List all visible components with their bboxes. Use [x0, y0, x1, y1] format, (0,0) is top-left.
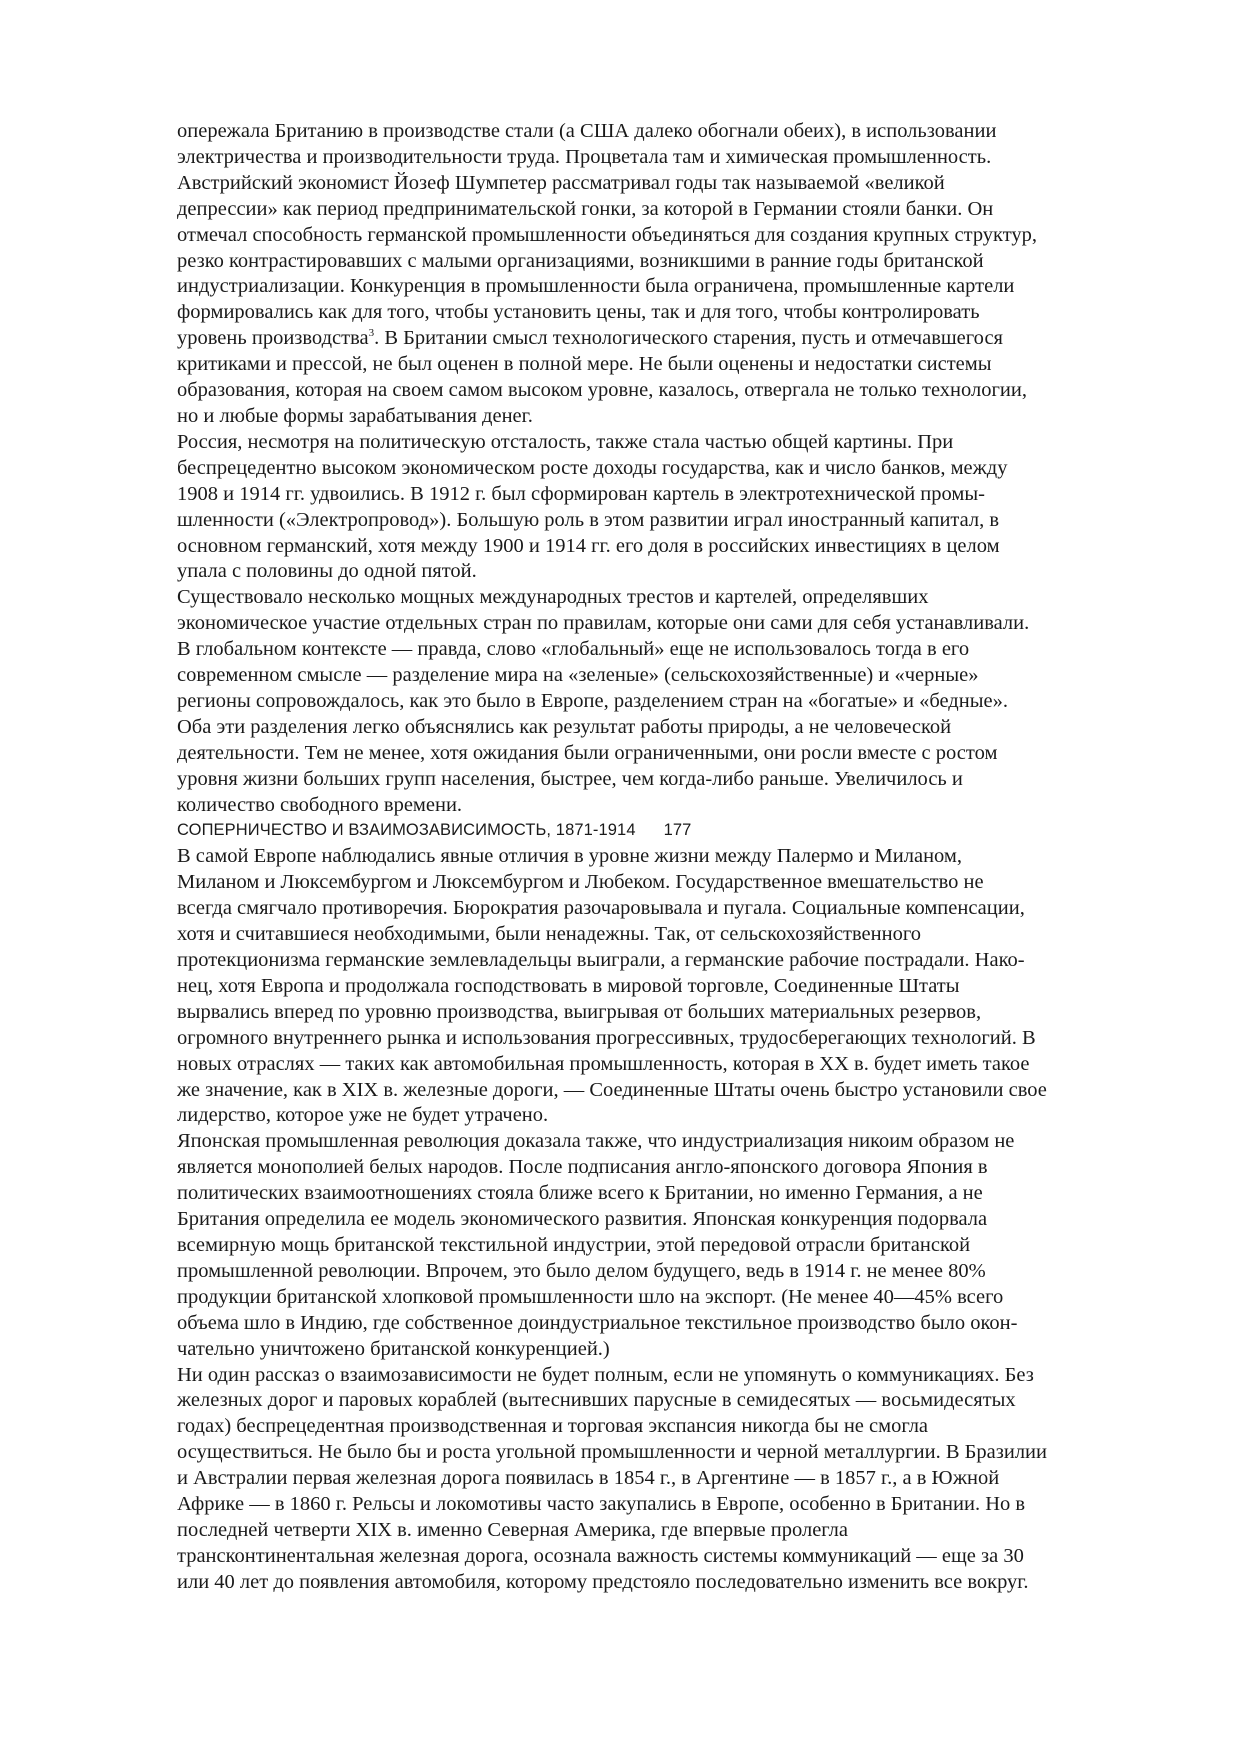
text-line: Россия, несмотря на политическую отсталость, также стала частью общей картины. При: [177, 430, 954, 453]
text-line: деятельности. Тем не менее, хотя ожидания были ограниченными, они росли вместе с ростом: [177, 741, 998, 764]
text-line: упала с половины до одной пятой.: [177, 560, 477, 583]
text-line: отмечал способность германской промышленности объединяться для создания крупных структур,: [177, 223, 1038, 246]
text-line: Оба эти разделения легко объяснялись как результат работы природы, а не человеческой: [177, 715, 952, 738]
text-line: новых отраслях — таких как автомобильная промышленность, которая в XX в. будет иметь такое: [177, 1052, 1030, 1075]
text-line: регионы сопровождалось, как это было в Европе, разделением стран на «богатые» и «бедные».: [177, 689, 1008, 712]
page-number: 177: [663, 821, 692, 840]
text-line: электричества и производительности труда. Процветала там и химическая промышленность.: [177, 145, 992, 168]
text-segment: уровень производства: [177, 327, 369, 350]
running-header-title: СОПЕРНИЧЕСТВО И ВЗАИМОЗАВИСИМОСТЬ, 1871-1914: [177, 821, 636, 840]
text-line: осуществиться. Не было бы и роста угольной промышленности и черной металлургии. В Бразилии: [177, 1441, 1047, 1464]
text-line: Ни один рассказ о взаимозависимости не будет полным, если не упомянуть о коммуникациях. Без: [177, 1363, 1034, 1386]
text-line: объема шло в Индию, где собственное доиндустриальное текстильное производство было окон-: [177, 1311, 1018, 1334]
footnote-marker[interactable]: 3: [368, 327, 375, 340]
text-line: но и любые формы зарабатывания денег.: [177, 404, 533, 427]
text-line: нец, хотя Европа и продолжала господствовать в мировой торговле, Соединенные Штаты: [177, 974, 960, 997]
paragraph-2: [177, 430, 1157, 585]
text-line: трансконтинентальная железная дорога, осознала важность системы коммуникаций — еще за 30: [177, 1544, 1024, 1567]
text-line: основном германский, хотя между 1900 и 1914 гг. его доля в российских инвестициях в целом: [177, 534, 1000, 557]
text-line: индустриализации. Конкуренция в промышленности была ограничена, промышленные картели: [177, 275, 1015, 298]
text-segment: . В Британии смысл технологического старения, пусть и отмечавшегося: [374, 327, 1003, 350]
text-line: Австрийский экономист Йозеф Шумпетер рассматривал годы так называемой «великой: [177, 171, 945, 194]
text-line: лидерство, которое уже не будет утрачено.: [177, 1104, 549, 1127]
document-page: [177, 119, 1157, 1596]
text-line: резко контрастировавших с малыми организациями, возникшими в ранние годы британской: [177, 249, 984, 272]
text-line: продукции британской хлопковой промышленности шло на экспорт. (Не менее 40—45% всего: [177, 1285, 1004, 1308]
text-line: В глобальном контексте — правда, слово «глобальный» еще не использовалось тогда в его: [177, 638, 970, 661]
text-line: Существовало несколько мощных международных трестов и картелей, определявших: [177, 586, 929, 609]
text-line: огромного внутреннего рынка и использования прогрессивных, трудосберегающих технологий. В: [177, 1026, 1036, 1049]
paragraph-4: [177, 844, 1157, 1129]
text-line: шленности («Электропровод»). Большую роль в этом развитии играл иностранный капитал, в: [177, 508, 1000, 531]
text-line: является монополией белых народов. После подписания англо-японского договора Япония в: [177, 1156, 988, 1179]
text-line: или 40 лет до появления автомобиля, которому предстояло последовательно изменить все вокруг.: [177, 1570, 1029, 1593]
text-line: промышленной революции. Впрочем, это было делом будущего, ведь в 1914 г. не менее 80%: [177, 1259, 986, 1282]
text-line: опережала Британию в производстве стали (а США далеко обогнали обеих), в использовании: [177, 120, 997, 142]
text-line: всегда смягчало противоречия. Бюрократия разочаровывала и пугала. Социальные компенсации,: [177, 897, 1025, 920]
text-line: В самой Европе наблюдались явные отличия в уровне жизни между Палермо и Миланом,: [177, 845, 962, 868]
text-line: Миланом и Люксембургом и Люксембургом и Любеком. Государственное вмешательство не: [177, 871, 984, 894]
paragraph-3: [177, 585, 1157, 818]
text-line: всемирную мощь британской текстильной индустрии, этой передовой отрасли британской: [177, 1233, 971, 1256]
paragraph-6: [177, 1363, 1157, 1596]
text-line: современном смысле — разделение мира на «зеленые» (сельскохозяйственные) и «черные»: [177, 664, 979, 687]
text-line: протекционизма германские землевладельцы выиграли, а германские рабочие пострадали. Нако-: [177, 949, 1025, 971]
text-line: Японская промышленная революция доказала также, что индустриализация никоим образом не: [177, 1130, 1015, 1153]
text-line: образования, которая на своем самом высоком уровне, казалось, отвергала не только технологии,: [177, 379, 1027, 402]
paragraph-1: [177, 119, 1157, 430]
text-line: железных дорог и паровых кораблей (вытеснивших парусные в семидесятых — восьмидесятых: [177, 1389, 1016, 1412]
text-line: политических взаимоотношениях стояла ближе всего к Британии, но именно Германия, а не: [177, 1182, 983, 1205]
text-line: Африке — в 1860 г. Рельсы и локомотивы часто закупались в Европе, особенно в Британии. Но в: [177, 1493, 1026, 1516]
text-line: и Австралии первая железная дорога появилась в 1854 г., в Аргентине — в 1857 г., а в Южной: [177, 1467, 1000, 1490]
text-line: формировались как для того, чтобы установить цены, так и для того, чтобы контролировать: [177, 301, 980, 324]
text-line: Британия определила ее модель экономического развития. Японская конкуренция подорвала: [177, 1208, 988, 1231]
text-line: же значение, как в XIX в. железные дороги, — Соединенные Штаты очень быстро установили свое: [177, 1078, 1047, 1101]
text-line: депрессии» как период предпринимательской гонки, за которой в Германии стояли банки. Он: [177, 197, 994, 220]
text-line: годах) беспрецедентная производственная и торговая экспансия никогда бы не смогла: [177, 1415, 929, 1438]
text-line-with-footnote: [177, 326, 1157, 352]
paragraph-5: [177, 1129, 1157, 1362]
text-line: последней четверти XIX в. именно Северная Америка, где впервые пролегла: [177, 1518, 848, 1541]
text-line: экономическое участие отдельных стран по правилам, которые они сами для себя устанавливали.: [177, 612, 1030, 635]
text-line: 1908 и 1914 гг. удвоились. В 1912 г. был сформирован картель в электротехнической промы-: [177, 482, 985, 505]
text-line: беспрецедентно высоком экономическом росте доходы государства, как и число банков, между: [177, 456, 1008, 479]
text-line: критиками и прессой, не был оценен в полной мере. Не были оценены и недостатки системы: [177, 353, 992, 376]
text-line: количество свободного времени.: [177, 793, 463, 816]
text-line: хотя и считавшиеся необходимыми, были ненадежны. Так, от сельскохозяйственного: [177, 923, 921, 946]
running-header: [177, 818, 1157, 844]
text-line: чательно уничтожено британской конкуренцией.): [177, 1337, 610, 1360]
text-line: вырвались вперед по уровню производства, выигрывая от больших материальных резервов,: [177, 1000, 982, 1023]
text-line: уровня жизни больших групп населения, быстрее, чем когда-либо раньше. Увеличилось и: [177, 767, 963, 790]
